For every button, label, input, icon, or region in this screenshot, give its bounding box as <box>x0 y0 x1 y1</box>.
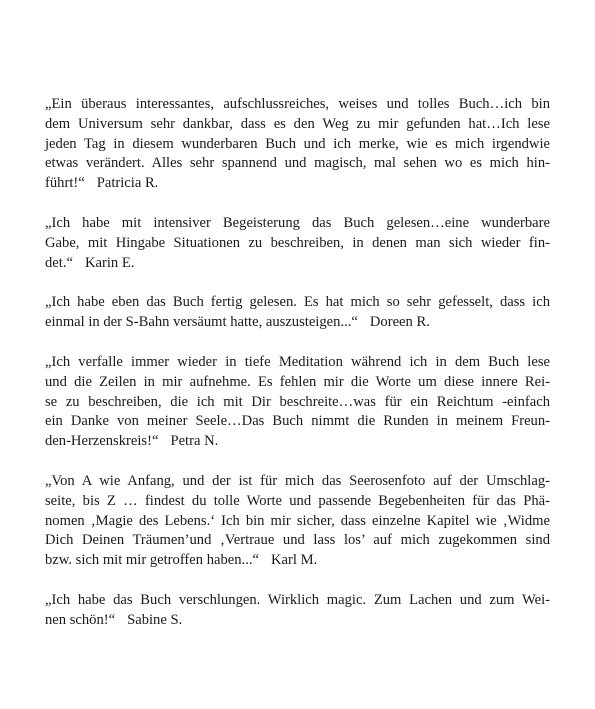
testimonial-author: Sabine S. <box>127 611 183 628</box>
testimonial-text: nen schön!“ <box>45 611 116 628</box>
testimonial-text: det.“ <box>45 254 73 271</box>
testimonial-3 <box>45 293 550 333</box>
testimonial-2 <box>45 214 550 273</box>
testimonial-line: dem Universum sehr dankbar, dass es den Weg zu mir gefunden hat…Ich lese <box>45 115 550 132</box>
testimonial-last-line <box>45 174 550 194</box>
testimonial-last-line <box>45 611 550 631</box>
testimonial-line: „Ein überaus interessantes, aufschlussreiches, weises und tolles Buch…ich bin <box>45 96 550 112</box>
document-page <box>45 95 550 651</box>
testimonial-line: „Von A wie Anfang, und der ist für mich das Seerosenfoto auf der Umschlag- <box>45 472 550 489</box>
testimonial-last-line <box>45 254 550 274</box>
testimonial-last-line <box>45 432 550 452</box>
testimonial-1 <box>45 95 550 194</box>
testimonial-author: Karin E. <box>84 254 135 271</box>
testimonial-last-line <box>45 313 550 333</box>
testimonial-line: jeden Tag in diesem wunderbaren Buch und ich merke, wie es mich irgendwie <box>45 135 550 152</box>
testimonial-text: den-Herzenskreis!“ <box>45 433 159 450</box>
testimonial-line: etwas verändert. Alles sehr spannend und magisch, mal sehen wo es mich hin- <box>45 155 550 172</box>
testimonial-last-line <box>45 551 550 571</box>
testimonial-author: Doreen R. <box>369 314 430 331</box>
testimonial-text: bzw. sich mit mir getroffen haben...“ <box>45 552 259 569</box>
testimonial-author: Petra N. <box>170 433 219 450</box>
testimonial-5 <box>45 472 550 571</box>
testimonial-line: seite, bis Z … findest du tolle Worte und passende Begebenheiten für das Phä- <box>45 492 550 509</box>
testimonial-line: „Ich verfalle immer wieder in tiefe Meditation während ich in dem Buch lese <box>45 353 550 370</box>
testimonial-text: einmal in der S-Bahn versäumt hatte, auszusteigen...“ <box>45 314 358 331</box>
testimonial-line: Gabe, mit Hingabe Situationen zu beschreiben, in denen man sich wieder fin- <box>45 234 550 251</box>
testimonial-author: Patricia R. <box>96 175 159 192</box>
testimonial-line: „Ich habe eben das Buch fertig gelesen. Es hat mich so sehr gefesselt, dass ich <box>45 294 550 311</box>
testimonial-4 <box>45 353 550 452</box>
testimonial-line: „Ich habe mit intensiver Begeisterung das Buch gelesen…eine wunderbare <box>45 214 550 231</box>
testimonial-line: Dich Deinen Träumen’und ‚Vertraue und lass los’ auf mich zugekommen sind <box>45 532 550 549</box>
testimonial-line: nomen ‚Magie des Lebens.‘ Ich bin mir sicher, dass einzelne Kapitel wie ‚Widme <box>45 512 550 529</box>
testimonial-author: Karl M. <box>270 552 318 569</box>
testimonial-text: führt!“ <box>45 175 85 192</box>
testimonial-line: „Ich habe das Buch verschlungen. Wirklich magic. Zum Lachen und zum Wei- <box>45 591 550 608</box>
testimonial-line: ein Danke von meiner Seele…Das Buch nimmt die Runden in meinem Freun- <box>45 413 550 430</box>
testimonial-line: und die Zeilen in mir aufnehme. Es fehlen mir die Worte um diese innere Rei- <box>45 373 550 390</box>
testimonial-line: se zu beschreiben, die ich mit Dir beschreite…was für ein Reichtum -einfach <box>45 393 550 410</box>
testimonial-6 <box>45 591 550 631</box>
